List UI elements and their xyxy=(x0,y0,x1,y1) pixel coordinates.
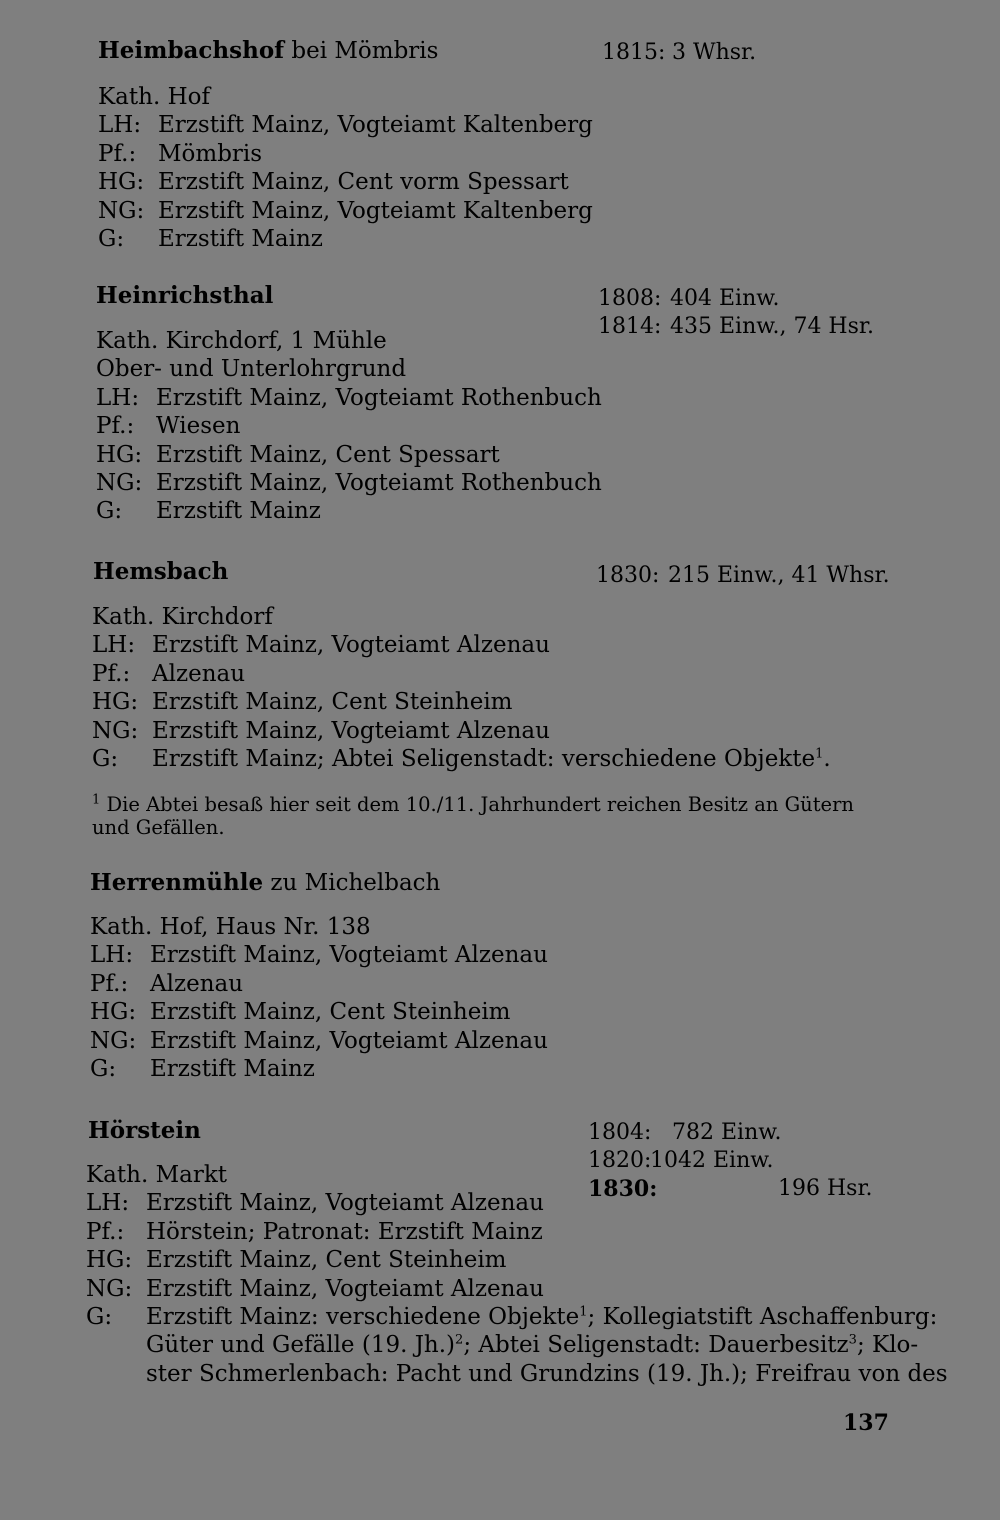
detail-row: G: Erzstift Mainz xyxy=(90,1056,315,1083)
entry-details xyxy=(96,327,602,526)
entry-heading xyxy=(93,557,228,587)
g-value xyxy=(146,1303,948,1388)
stat-row: 1830: 196 Hsr. xyxy=(588,1176,873,1202)
detail-row: LH: Erzstift Mainz, Vogteiamt Alzenau xyxy=(86,1190,544,1217)
population-stats xyxy=(602,39,756,67)
detail-row: HG: Erzstift Mainz, Cent Steinheim xyxy=(86,1247,507,1274)
detail-row: NG: Erzstift Mainz, Vogteiamt Alzenau xyxy=(92,717,550,744)
detail-row: HG: Erzstift Mainz, Cent Steinheim xyxy=(90,999,511,1026)
detail-row: Kath. Hof, Haus Nr. 138 xyxy=(90,914,371,940)
stat-row: 1808: 404 Einw. xyxy=(598,286,780,311)
stat-row: 1804: 782 Einw. xyxy=(588,1120,782,1145)
footnote-ref: 3 xyxy=(848,1332,857,1348)
detail-row: Pf.: Mömbris xyxy=(98,140,263,167)
detail-row: NG: Erzstift Mainz, Vogteiamt Alzenau xyxy=(90,1027,548,1054)
detail-row: Kath. Kirchdorf xyxy=(92,604,273,630)
detail-row: G: Erzstift Mainz xyxy=(98,226,323,253)
footnote-ref: 1 xyxy=(815,746,824,762)
population-stats xyxy=(596,562,890,590)
detail-row: G: Erzstift Mainz xyxy=(96,498,321,525)
place-name: Hemsbach xyxy=(93,558,229,585)
detail-row: NG: Erzstift Mainz, Vogteiamt Kaltenberg xyxy=(98,197,593,224)
detail-row: LH: Erzstift Mainz, Vogteiamt Alzenau xyxy=(90,942,548,969)
detail-row: LH: Erzstift Mainz, Vogteiamt Alzenau xyxy=(92,632,550,659)
footnote-mark: 1 xyxy=(92,792,101,808)
page-number: 137 xyxy=(843,1410,889,1436)
detail-row: HG: Erzstift Mainz, Cent Steinheim xyxy=(92,689,513,716)
detail-row: Kath. Markt xyxy=(86,1162,228,1188)
entry-heading xyxy=(90,868,440,898)
footnote-ref: 2 xyxy=(455,1332,464,1348)
detail-row: HG: Erzstift Mainz, Cent Spessart xyxy=(96,441,500,468)
place-suffix: zu Michelbach xyxy=(270,870,441,896)
entry-details xyxy=(90,913,548,1083)
detail-row: Pf.: Hörstein; Patronat: Erzstift Mainz xyxy=(86,1218,543,1245)
entry-details xyxy=(86,1161,948,1388)
detail-row: Kath. Kirchdorf, 1 Mühle xyxy=(96,328,387,354)
detail-row: HG: Erzstift Mainz, Cent vorm Spessart xyxy=(98,169,569,196)
detail-row-g: G: Erzstift Mainz: verschiedene Objekte$^1$; Kollegiatstift Aschaffenburg: Güter und Gefälle (19. Jh.)$^2$; Abtei Seligenstadt: Dauerbesitz$^3$; Klo- ster Schmerlenbach: Pacht und Grundzins (19. Jh.); Freifrau von des xyxy=(86,1304,948,1387)
footnote-ref: 1 xyxy=(579,1304,588,1320)
stat-row: 1820: 1042 Einw. xyxy=(588,1148,774,1173)
detail-row: Pf.: Wiesen xyxy=(96,413,241,440)
detail-row: G: Erzstift Mainz; Abtei Seligenstadt: verschiedene Objekte$^1$. xyxy=(92,746,831,773)
detail-row: LH: Erzstift Mainz, Vogteiamt Kaltenberg xyxy=(98,112,593,139)
place-name: Heinrichsthal xyxy=(96,282,274,309)
g-line: Erzstift Mainz: verschiedene Objekte$^1$; Kollegiatstift Aschaffenburg: xyxy=(146,1304,938,1331)
entry-details xyxy=(92,603,831,773)
detail-row: Pf.: Alzenau xyxy=(90,970,244,997)
place-name: Heimbachshof xyxy=(98,37,285,64)
detail-row: Pf.: Alzenau xyxy=(92,660,246,687)
detail-row: NG: Erzstift Mainz, Vogteiamt Alzenau xyxy=(86,1275,544,1302)
footnote-text: Die Abtei besaß hier seit dem 10./11. Jahrhundert reichen Besitz an Gütern und Gefällen. xyxy=(92,793,854,839)
entry-heading xyxy=(96,281,273,311)
detail-row: Ober- und Unterlohrgrund xyxy=(96,356,407,383)
entry-details xyxy=(98,83,593,253)
entry-heading xyxy=(98,36,438,66)
place-name: Herrenmühle xyxy=(90,869,264,896)
entry-heading xyxy=(88,1116,201,1146)
g-line: ster Schmerlenbach: Pacht und Grundzins (19. Jh.); Freifrau von des xyxy=(146,1360,948,1387)
place-name: Hörstein xyxy=(88,1117,201,1144)
detail-row: NG: Erzstift Mainz, Vogteiamt Rothenbuch xyxy=(96,470,602,497)
detail-row: Kath. Hof xyxy=(98,84,210,110)
detail-row: LH: Erzstift Mainz, Vogteiamt Rothenbuch xyxy=(96,384,602,411)
population-stats xyxy=(598,285,874,341)
stat-row: 1830: 215 Einw., 41 Whsr. xyxy=(596,563,890,588)
footnote xyxy=(92,793,897,839)
stat-row: 1814: 435 Einw., 74 Hsr. xyxy=(598,314,875,339)
g-line: Güter und Gefälle (19. Jh.)$^2$; Abtei Seligenstadt: Dauerbesitz$^3$; Klo- xyxy=(146,1332,919,1359)
place-suffix: bei Mömbris xyxy=(291,38,439,64)
stat-row: 1815: 3 Whsr. xyxy=(602,40,757,65)
